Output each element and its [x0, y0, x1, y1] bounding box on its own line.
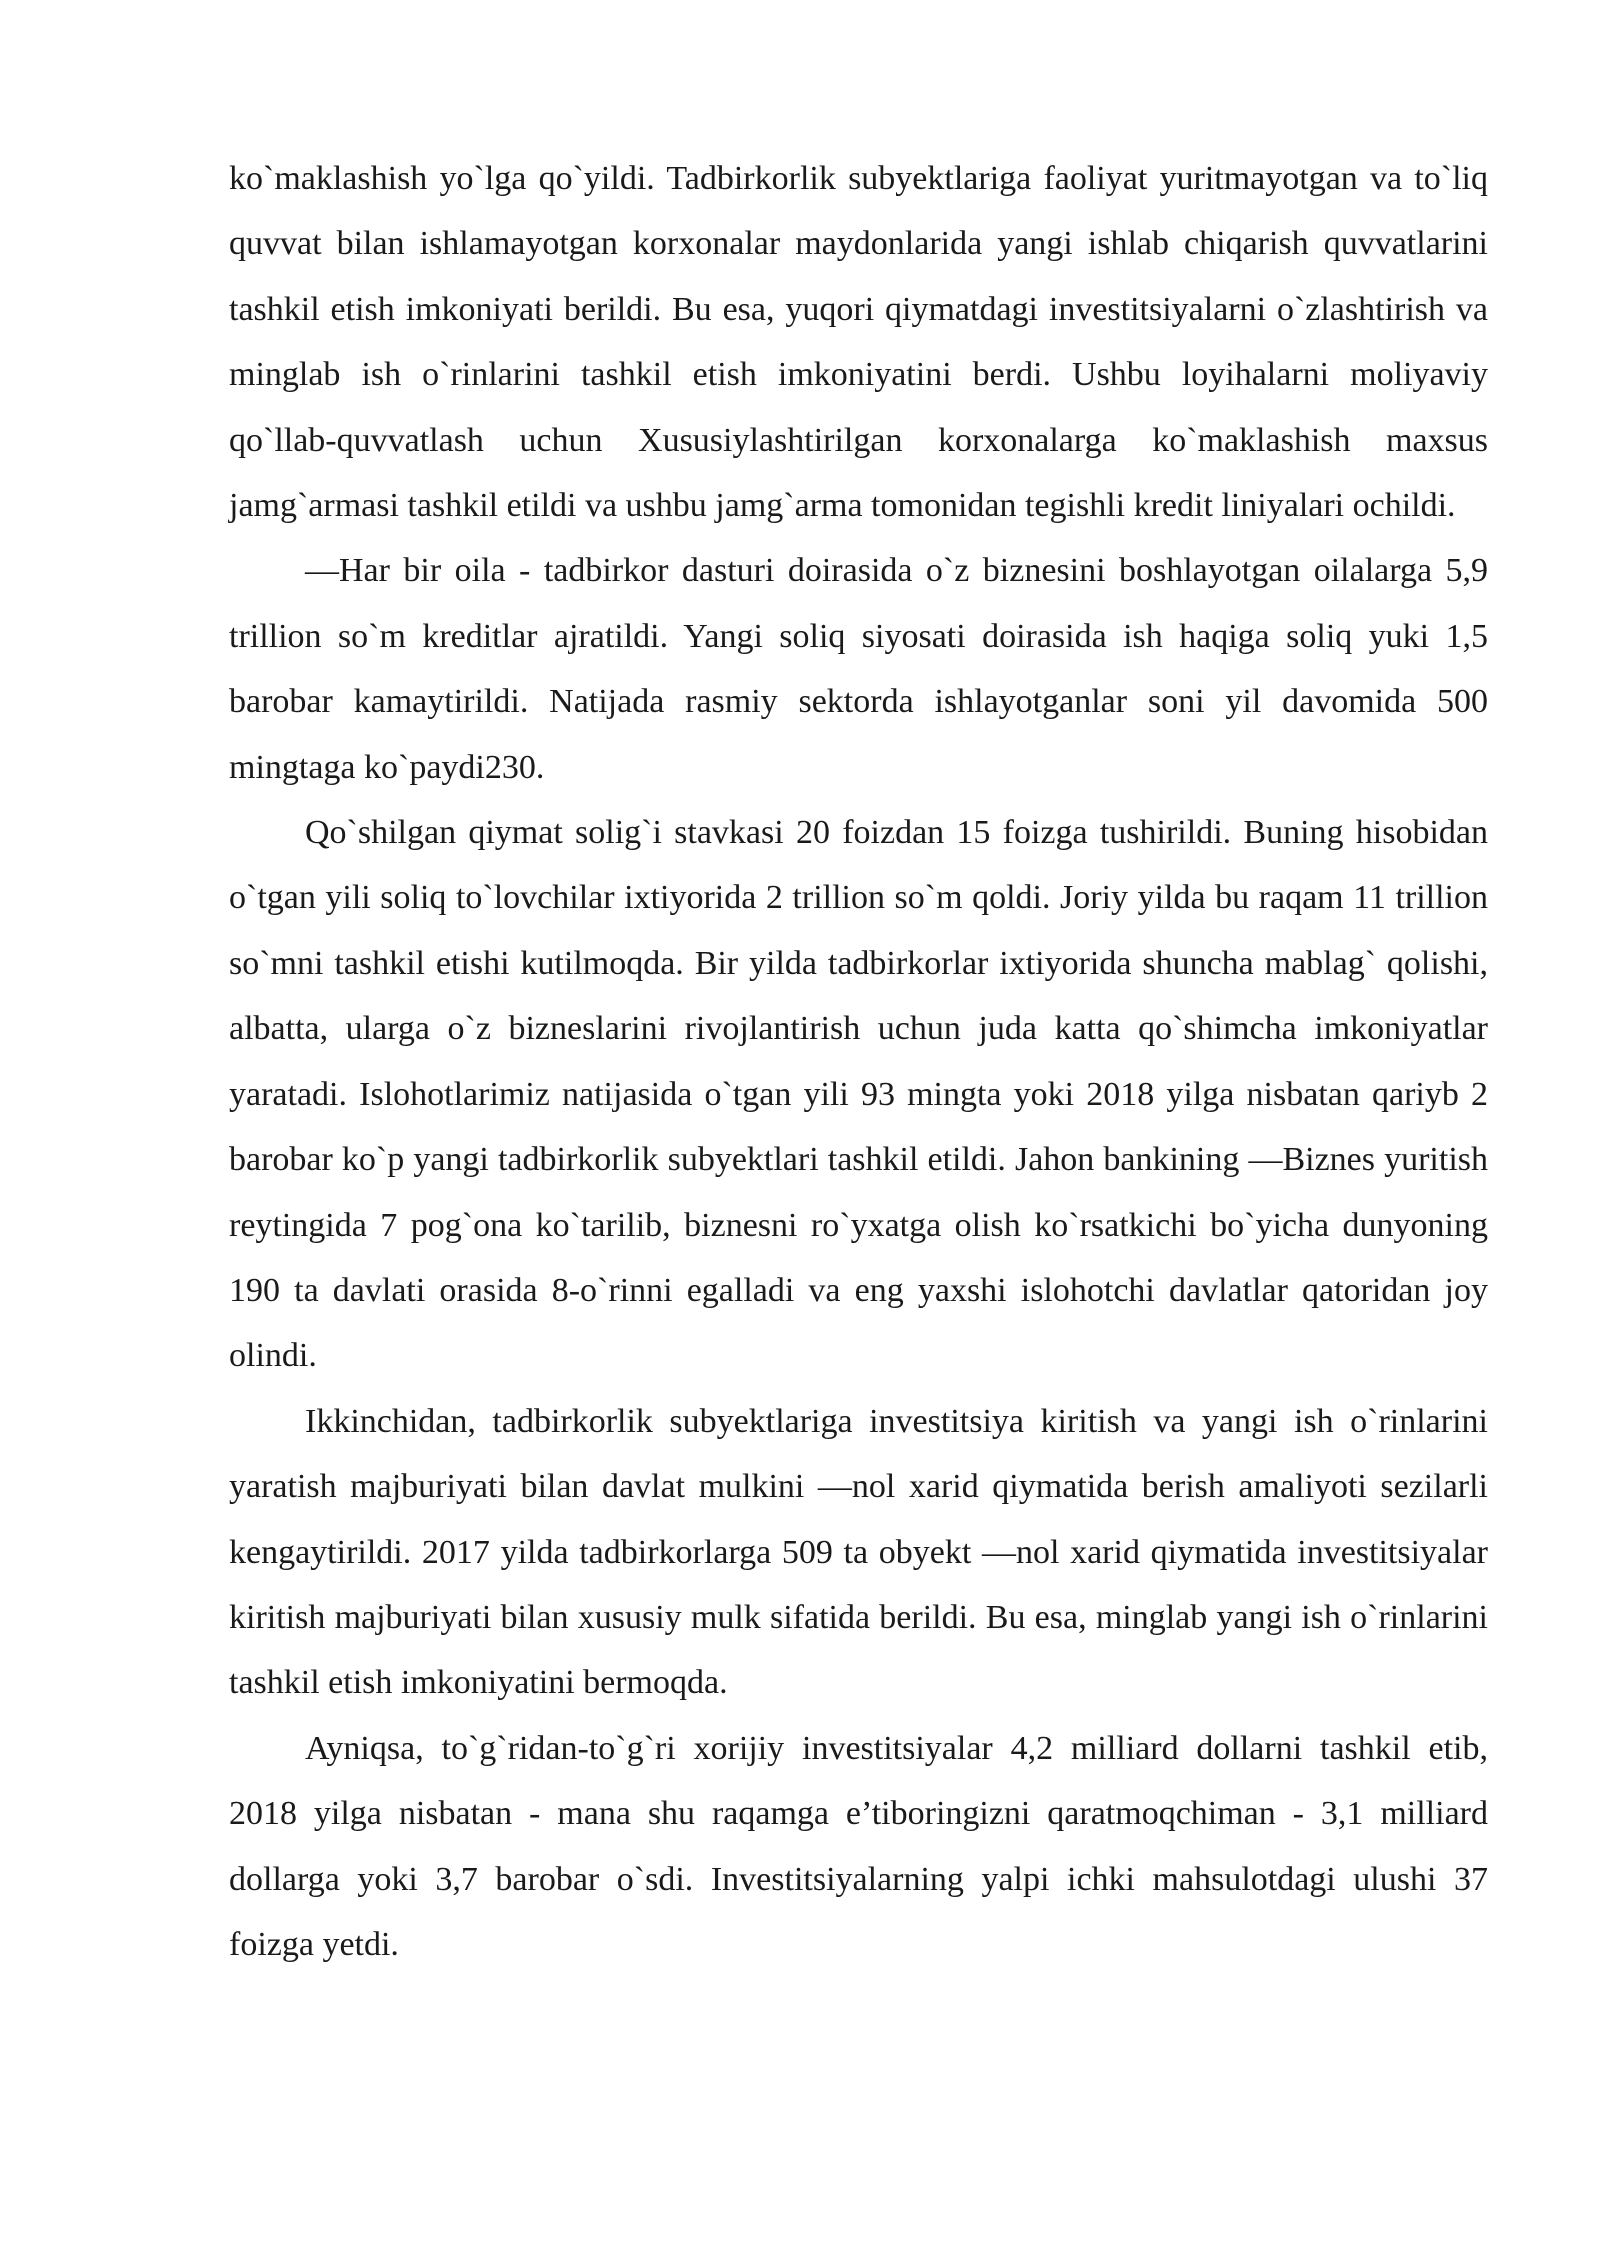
paragraph-foreign-investment: Ayniqsa, to`g`ridan-to`g`ri xorijiy investitsiyalar 4,2 milliard dollarni tashkil etib, 2018 yilga nisbatan - mana shu raqamga e’tiboringizni qaratmoqchiman - 3,1 milliard dollarga yoki 3,7 barobar o`sdi. Investitsiyalarning yalpi ichki mahsulotdagi ulushi 37 foizga yetdi. — [229, 1729, 1488, 1963]
paragraph-state-property: Ikkinchidan, tadbirkorlik subyektlariga investitsiya kiritish va yangi ish o`rinlarini yaratish majburiyati bilan davlat mulkini —nol xarid qiymatida berish amaliyoti sezilarli kengaytirildi. 2017 yilda tadbirkorlarga 509 ta obyekt —nol xarid qiymatida investitsiyalar kiritish majburiyati bilan xususiy mulk sifatida berildi. Bu esa, minglab yangi ish o`rinlarini tashkil etish imkoniyatini bermoqda. — [229, 1402, 1488, 1702]
paragraph-vat-reform: Qo`shilgan qiymat solig`i stavkasi 20 foizdan 15 foizga tushirildi. Buning hisobidan o`tgan yili soliq to`lovchilar ixtiyorida 2 trillion so`m qoldi. Joriy yilda bu raqam 11 trillion so`mni tashkil etishi kutilmoqda. Bir yilda tadbirkorlar ixtiyorida shuncha mablag` qolishi, albatta, ularga o`z bizneslarini rivojlantirish uchun juda katta qo`shimcha imkoniyatlar yaratadi. Islohotlarimiz natijasida o`tgan yili 93 mingta yoki 2018 yilga nisbatan qariyb 2 barobar ko`p yangi tadbirkorlik subyektlari tashkil etildi. Jahon bankining —Biznes yuritish reytingida 7 pog`ona ko`tarilib, biznesni ro`yxatga olish ko`rsatkichi bo`yicha dunyoning 190 ta davlati orasida 8-o`rinni egalladi va eng yaxshi islohotchi davlatlar qatoridan joy olindi. — [229, 814, 1488, 1375]
paragraph-continuation: ko`maklashish yo`lga qo`yildi. Tadbirkorlik subyektlariga faoliyat yuritmayotgan va to`liq quvvat bilan ishlamayotgan korxonalar maydonlarida yangi ishlab chiqarish quvvatlarini tashkil etish imkoniyati berildi. Bu esa, yuqori qiymatdagi investitsiyalarni o`zlashtirish va minglab ish o`rinlarini tashkil etish imkoniyatini berdi. Ushbu loyihalarni moliyaviy qo`llab-quvvatlash uchun Xususiylashtirilgan korxonalarga ko`maklashish maxsus jamg`armasi tashkil etildi va ushbu jamg`arma tomonidan tegishli kredit liniyalari ochildi. — [229, 160, 1488, 525]
document-page — [229, 146, 1488, 1977]
paragraph-family-business: —Har bir oila - tadbirkor dasturi doirasida o`z biznesini boshlayotgan oilalarga 5,9 trillion so`m kreditlar ajratildi. Yangi soliq siyosati doirasida ish haqiga soliq yuki 1,5 barobar kamaytirildi. Natijada rasmiy sektorda ishlayotganlar soni yil davomida 500 mingtaga ko`paydi230. — [229, 552, 1488, 786]
